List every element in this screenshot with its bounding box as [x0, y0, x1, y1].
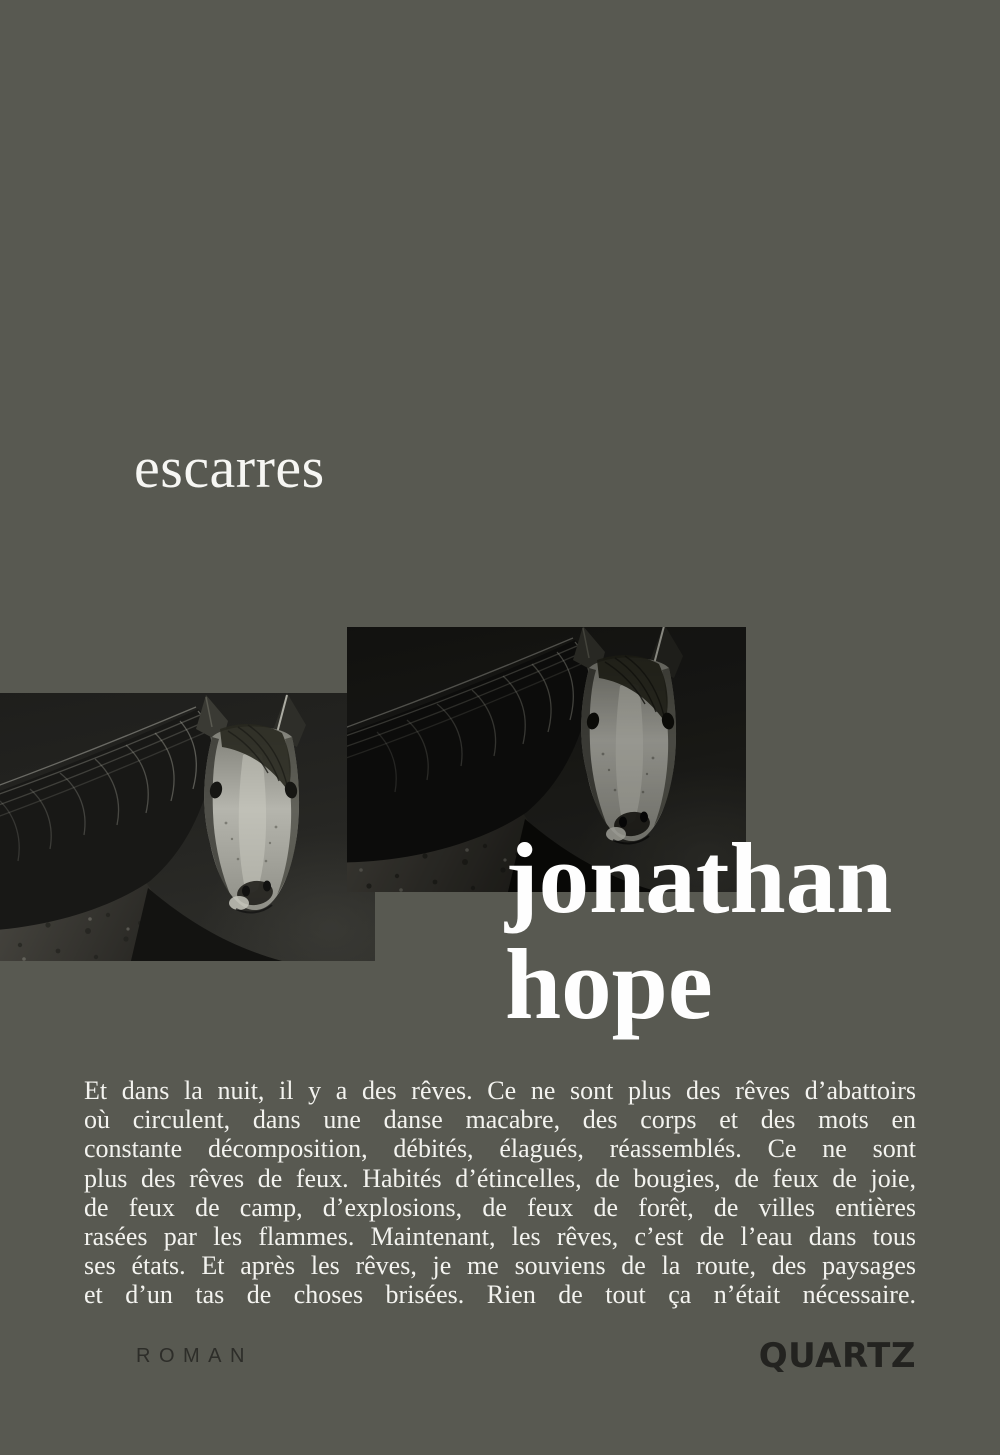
- horse-photo-left: [0, 693, 375, 961]
- synopsis-line: de feux de camp, d’explosions, de feux de forêt, de villes entières: [84, 1192, 916, 1222]
- synopsis-paragraph: [84, 1076, 916, 1310]
- author-last-name: hope: [505, 928, 713, 1040]
- synopsis-line: constante décomposition, débités, élagués, réassemblés. Ce ne sont: [84, 1134, 916, 1164]
- synopsis-line: où circulent, dans une danse macabre, des corps et des mots en: [84, 1105, 916, 1135]
- synopsis-line: Et dans la nuit, il y a des rêves. Ce ne sont plus des rêves d’abattoirs: [84, 1076, 916, 1105]
- book-title: escarres: [134, 435, 325, 500]
- synopsis-line: rasées par les flammes. Maintenant, les rêves, c’est de l’eau dans tous: [84, 1221, 916, 1251]
- synopsis-line: ses états. Et après les rêves, je me souviens de la route, des paysages: [84, 1251, 916, 1281]
- author-name: [505, 822, 893, 1040]
- genre-label: ROMAN: [136, 1345, 253, 1367]
- synopsis-line: et d’un tas de choses brisées. Rien de tout ça n’était nécessaire.: [84, 1280, 916, 1310]
- synopsis-line: plus des rêves de feux. Habités d’étincelles, de bougies, de feux de joie,: [84, 1163, 916, 1193]
- publisher-logo: QUARTZ: [758, 1336, 916, 1376]
- author-first-name: jonathan: [505, 822, 893, 934]
